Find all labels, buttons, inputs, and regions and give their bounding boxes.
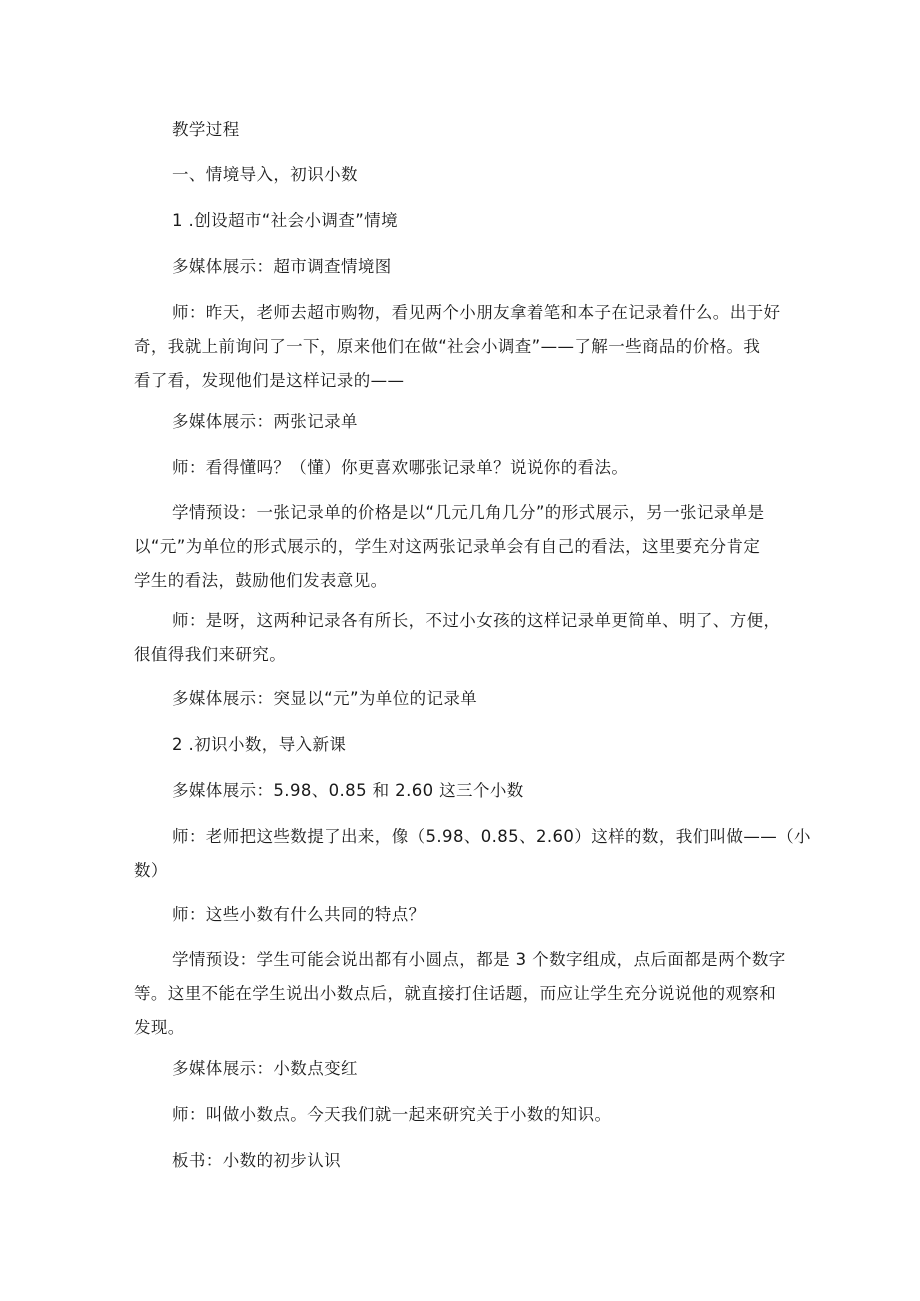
text-line: 多媒体展示：小数点变红 xyxy=(172,1059,358,1078)
step-heading-1 xyxy=(134,204,826,238)
paragraph-teacher-3 xyxy=(134,604,788,672)
paragraph-teacher-2 xyxy=(134,451,826,485)
paragraph-teacher-5 xyxy=(134,898,826,932)
text-line: 看了看，发现他们是这样记录的—— xyxy=(134,371,405,390)
paragraph-teacher-4 xyxy=(134,820,811,888)
text-line: 以“元”为单位的形式展示的，学生对这两张记录单会有自己的看法，这里要充分肯定 xyxy=(134,537,761,556)
text-line: 多媒体展示：两张记录单 xyxy=(172,412,358,431)
text-line: 1 .创设超市“社会小调查”情境 xyxy=(172,211,398,230)
paragraph-preset-1 xyxy=(134,496,788,598)
paragraph-preset-2 xyxy=(134,943,788,1045)
section-heading-teaching-process xyxy=(134,113,826,147)
paragraph-teacher-1 xyxy=(134,296,788,398)
text-line: 学生的看法，鼓励他们发表意见。 xyxy=(134,571,388,590)
text-line: 师：这些小数有什么共同的特点？ xyxy=(172,905,426,924)
paragraph-media-3 xyxy=(134,682,826,716)
text-line: 师：昨天，老师去超市购物，看见两个小朋友拿着笔和本子在记录着什么。出于好 xyxy=(172,303,781,322)
text-line: 师：老师把这些数提了出来，像（5.98、0.85、2.60）这样的数，我们叫做——（小 xyxy=(172,827,811,846)
text-line: 师：看得懂吗？（懂）你更喜欢哪张记录单？说说你的看法。 xyxy=(172,458,629,477)
text-line: 师：是呀，这两种记录各有所长，不过小女孩的这样记录单更简单、明了、方便， xyxy=(172,611,781,630)
text-line: 数） xyxy=(134,861,168,880)
text-line: 2 .初识小数，导入新课 xyxy=(172,735,347,754)
text-line: 多媒体展示：超市调查情境图 xyxy=(172,257,392,276)
paragraph-teacher-6 xyxy=(134,1098,826,1132)
paragraph-media-1 xyxy=(134,250,826,284)
paragraph-media-5 xyxy=(134,1052,826,1086)
section-heading-intro xyxy=(134,158,826,192)
text-line: 等。这里不能在学生说出小数点后，就直接打住话题，而应让学生充分说说他的观察和 xyxy=(134,984,777,1003)
text-line: 多媒体展示：突显以“元”为单位的记录单 xyxy=(172,689,478,708)
text-line: 师：叫做小数点。今天我们就一起来研究关于小数的知识。 xyxy=(172,1105,612,1124)
paragraph-media-4 xyxy=(134,774,826,808)
text-line: 板书：小数的初步认识 xyxy=(172,1151,341,1170)
text-line: 多媒体展示：5.98、0.85 和 2.60 这三个小数 xyxy=(172,781,524,800)
text-line: 一、情境导入，初识小数 xyxy=(172,165,358,184)
step-heading-2 xyxy=(134,728,826,762)
text-line: 学情预设：一张记录单的价格是以“几元几角几分”的形式展示，另一张记录单是 xyxy=(172,503,765,522)
text-line: 很值得我们来研究。 xyxy=(134,645,287,664)
paragraph-board-note xyxy=(134,1144,826,1178)
paragraph-media-2 xyxy=(134,405,826,439)
text-line: 奇，我就上前询问了一下，原来他们在做“社会小调查”——了解一些商品的价格。我 xyxy=(134,337,761,356)
text-line: 学情预设：学生可能会说出都有小圆点，都是 3 个数字组成，点后面都是两个数字 xyxy=(172,950,786,969)
text-line: 教学过程 xyxy=(172,120,240,139)
text-line: 发现。 xyxy=(134,1018,185,1037)
